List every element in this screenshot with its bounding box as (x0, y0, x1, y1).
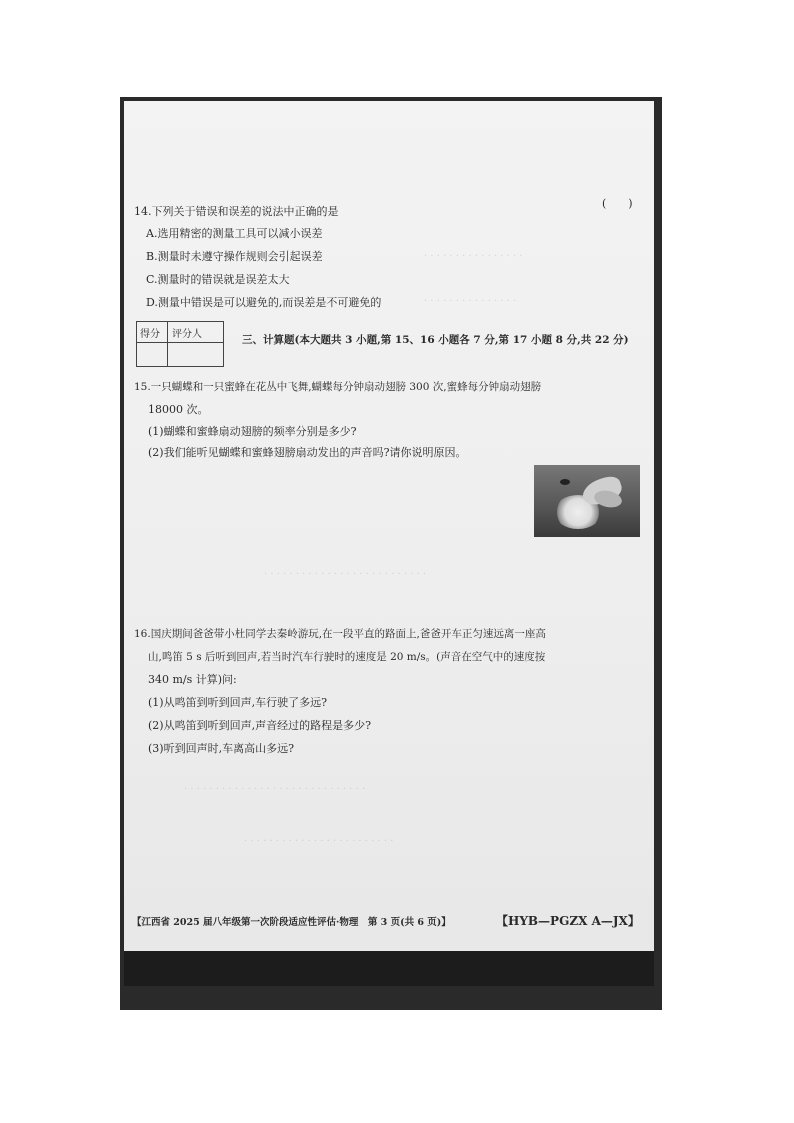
q16-line-1: 16.国庆期间爸爸带小杜同学去秦岭游玩,在一段平直的路面上,爸爸开车正匀速远离一座高 (134, 628, 546, 640)
q15-subquestion-1: (1)蝴蝶和蜜蜂扇动翅膀的频率分别是多少? (148, 425, 357, 438)
q14-option-b: B.测量时未遵守操作规则会引起误差 (146, 250, 323, 263)
photo-dark-edge (124, 951, 654, 986)
q16-subquestion-2: (2)从鸣笛到听到回声,声音经过的路程是多少? (148, 719, 371, 732)
q14-option-a: A.选用精密的测量工具可以减小误差 (146, 227, 323, 240)
butterfly-bee-photo (534, 465, 640, 537)
q14-answer-bracket: ( ) (602, 197, 633, 210)
q16-subquestion-1: (1)从鸣笛到听到回声,车行驶了多远? (148, 696, 327, 709)
score-label: 得分 (140, 329, 160, 340)
q14-option-d: D.测量中错误是可以避免的,而误差是不可避免的 (146, 296, 382, 309)
section-heading: 三、计算题(本大题共 3 小题,第 15、16 小题各 7 分,第 17 小题 8 分,共 22 分) (242, 334, 629, 346)
footer-left: 【江西省 2025 届八年级第一次阶段适应性评估·物理 第 3 页(共 6 页)】 (132, 917, 451, 928)
q15-subquestion-2: (2)我们能听见蝴蝶和蜜蜂翅膀扇动发出的声音吗?请你说明原因。 (148, 446, 467, 459)
bee-shape (560, 479, 570, 485)
q15-line-1: 15.一只蝴蝶和一只蜜蜂在花丛中飞舞,蝴蝶每分钟扇动翅膀 300 次,蜜蜂每分钟扇动翅膀 (134, 381, 542, 393)
exam-page (124, 101, 654, 986)
q15-line-2: 18000 次。 (148, 403, 209, 416)
q16-line-2: 山,鸣笛 5 s 后听到回声,若当时汽车行驶时的速度是 20 m/s。(声音在空气中的速度按 (148, 651, 546, 663)
bleed-through-text: · · · · · · · · · · · · · · · · · · · · · · · · (244, 836, 394, 847)
grader-label: 评分人 (172, 329, 202, 340)
bleed-through-text: · · · · · · · · · · · · · · · · · · · · · · · · · · · · · (184, 784, 366, 795)
bleed-through-text: · · · · · · · · · · · · · · · (424, 296, 517, 307)
footer-right: 【HYB—PGZX A—JX】 (496, 914, 640, 928)
bleed-through-text: · · · · · · · · · · · · · · · · · · · · · · · · · · (264, 569, 427, 580)
page-footer (124, 914, 654, 932)
score-table (136, 321, 224, 367)
bleed-through-text: · · · · · · · · · · · · · · · · (424, 251, 523, 262)
q14-option-c: C.测量时的错误就是误差太大 (146, 273, 290, 286)
q14-stem: 14.下列关于错误和误差的说法中正确的是 (134, 205, 339, 218)
q16-subquestion-3: (3)听到回声时,车离高山多远? (148, 742, 294, 755)
q16-line-3: 340 m/s 计算)问: (148, 673, 237, 686)
